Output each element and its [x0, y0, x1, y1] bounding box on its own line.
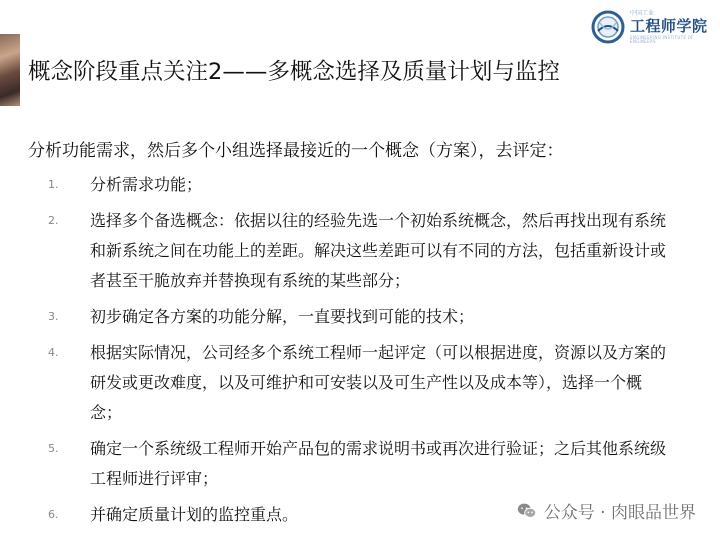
logo-main-text: 工程师学院: [630, 16, 708, 35]
item-text: 并确定质量计划的监控重点。: [90, 505, 299, 524]
slide-title: 概念阶段重点关注2——多概念选择及质量计划与监控: [28, 59, 560, 85]
list-item: [40, 206, 680, 296]
item-number: 3.: [48, 310, 59, 323]
item-text: 选择多个备选概念：依据以往的经验先选一个初始系统概念，然后再找出现有系统和新系统之间在功能上的差距。解决这些差距可以有不同的方法，包括重新设计或者甚至干脆放弃并替换现有系统的某些部分；: [90, 211, 667, 290]
item-number: 2.: [48, 214, 59, 227]
wechat-icon: [516, 500, 538, 522]
corner-decoration: [0, 34, 20, 106]
item-text: 分析需求功能；: [90, 175, 203, 194]
institute-logo: [590, 6, 712, 48]
intro-text: 分析功能需求，然后多个小组选择最接近的一个概念（方案），去评定：: [28, 141, 564, 161]
logo-small-text: 中国工业: [630, 9, 655, 17]
item-text: 确定一个系统级工程师开始产品包的需求说明书或再次进行验证；之后其他系统级工程师进行评审；: [90, 439, 667, 488]
watermark: [516, 498, 696, 523]
list-item: [40, 338, 680, 428]
item-number: 4.: [48, 346, 59, 359]
item-number: 5.: [48, 442, 59, 455]
steps-list: [40, 170, 680, 536]
list-item: [40, 170, 680, 200]
item-number: 1.: [48, 178, 59, 191]
logo-sub-text: ENGINEERING INSTITUTE OF ENGINEERS: [630, 34, 694, 44]
list-item: [40, 302, 680, 332]
item-text: 根据实际情况，公司经多个系统工程师一起评定（可以根据进度，资源以及方案的研发或更改难度，以及可维护和可安装以及可生产性以及成本等），选择一个概念；: [90, 343, 667, 422]
watermark-text: 公众号 · 肉眼品世界: [543, 503, 696, 523]
list-item: [40, 434, 680, 494]
item-text: 初步确定各方案的功能分解，一直要找到可能的技术；: [90, 307, 475, 326]
item-number: 6.: [48, 508, 59, 521]
logo-globe-icon: [590, 9, 626, 45]
